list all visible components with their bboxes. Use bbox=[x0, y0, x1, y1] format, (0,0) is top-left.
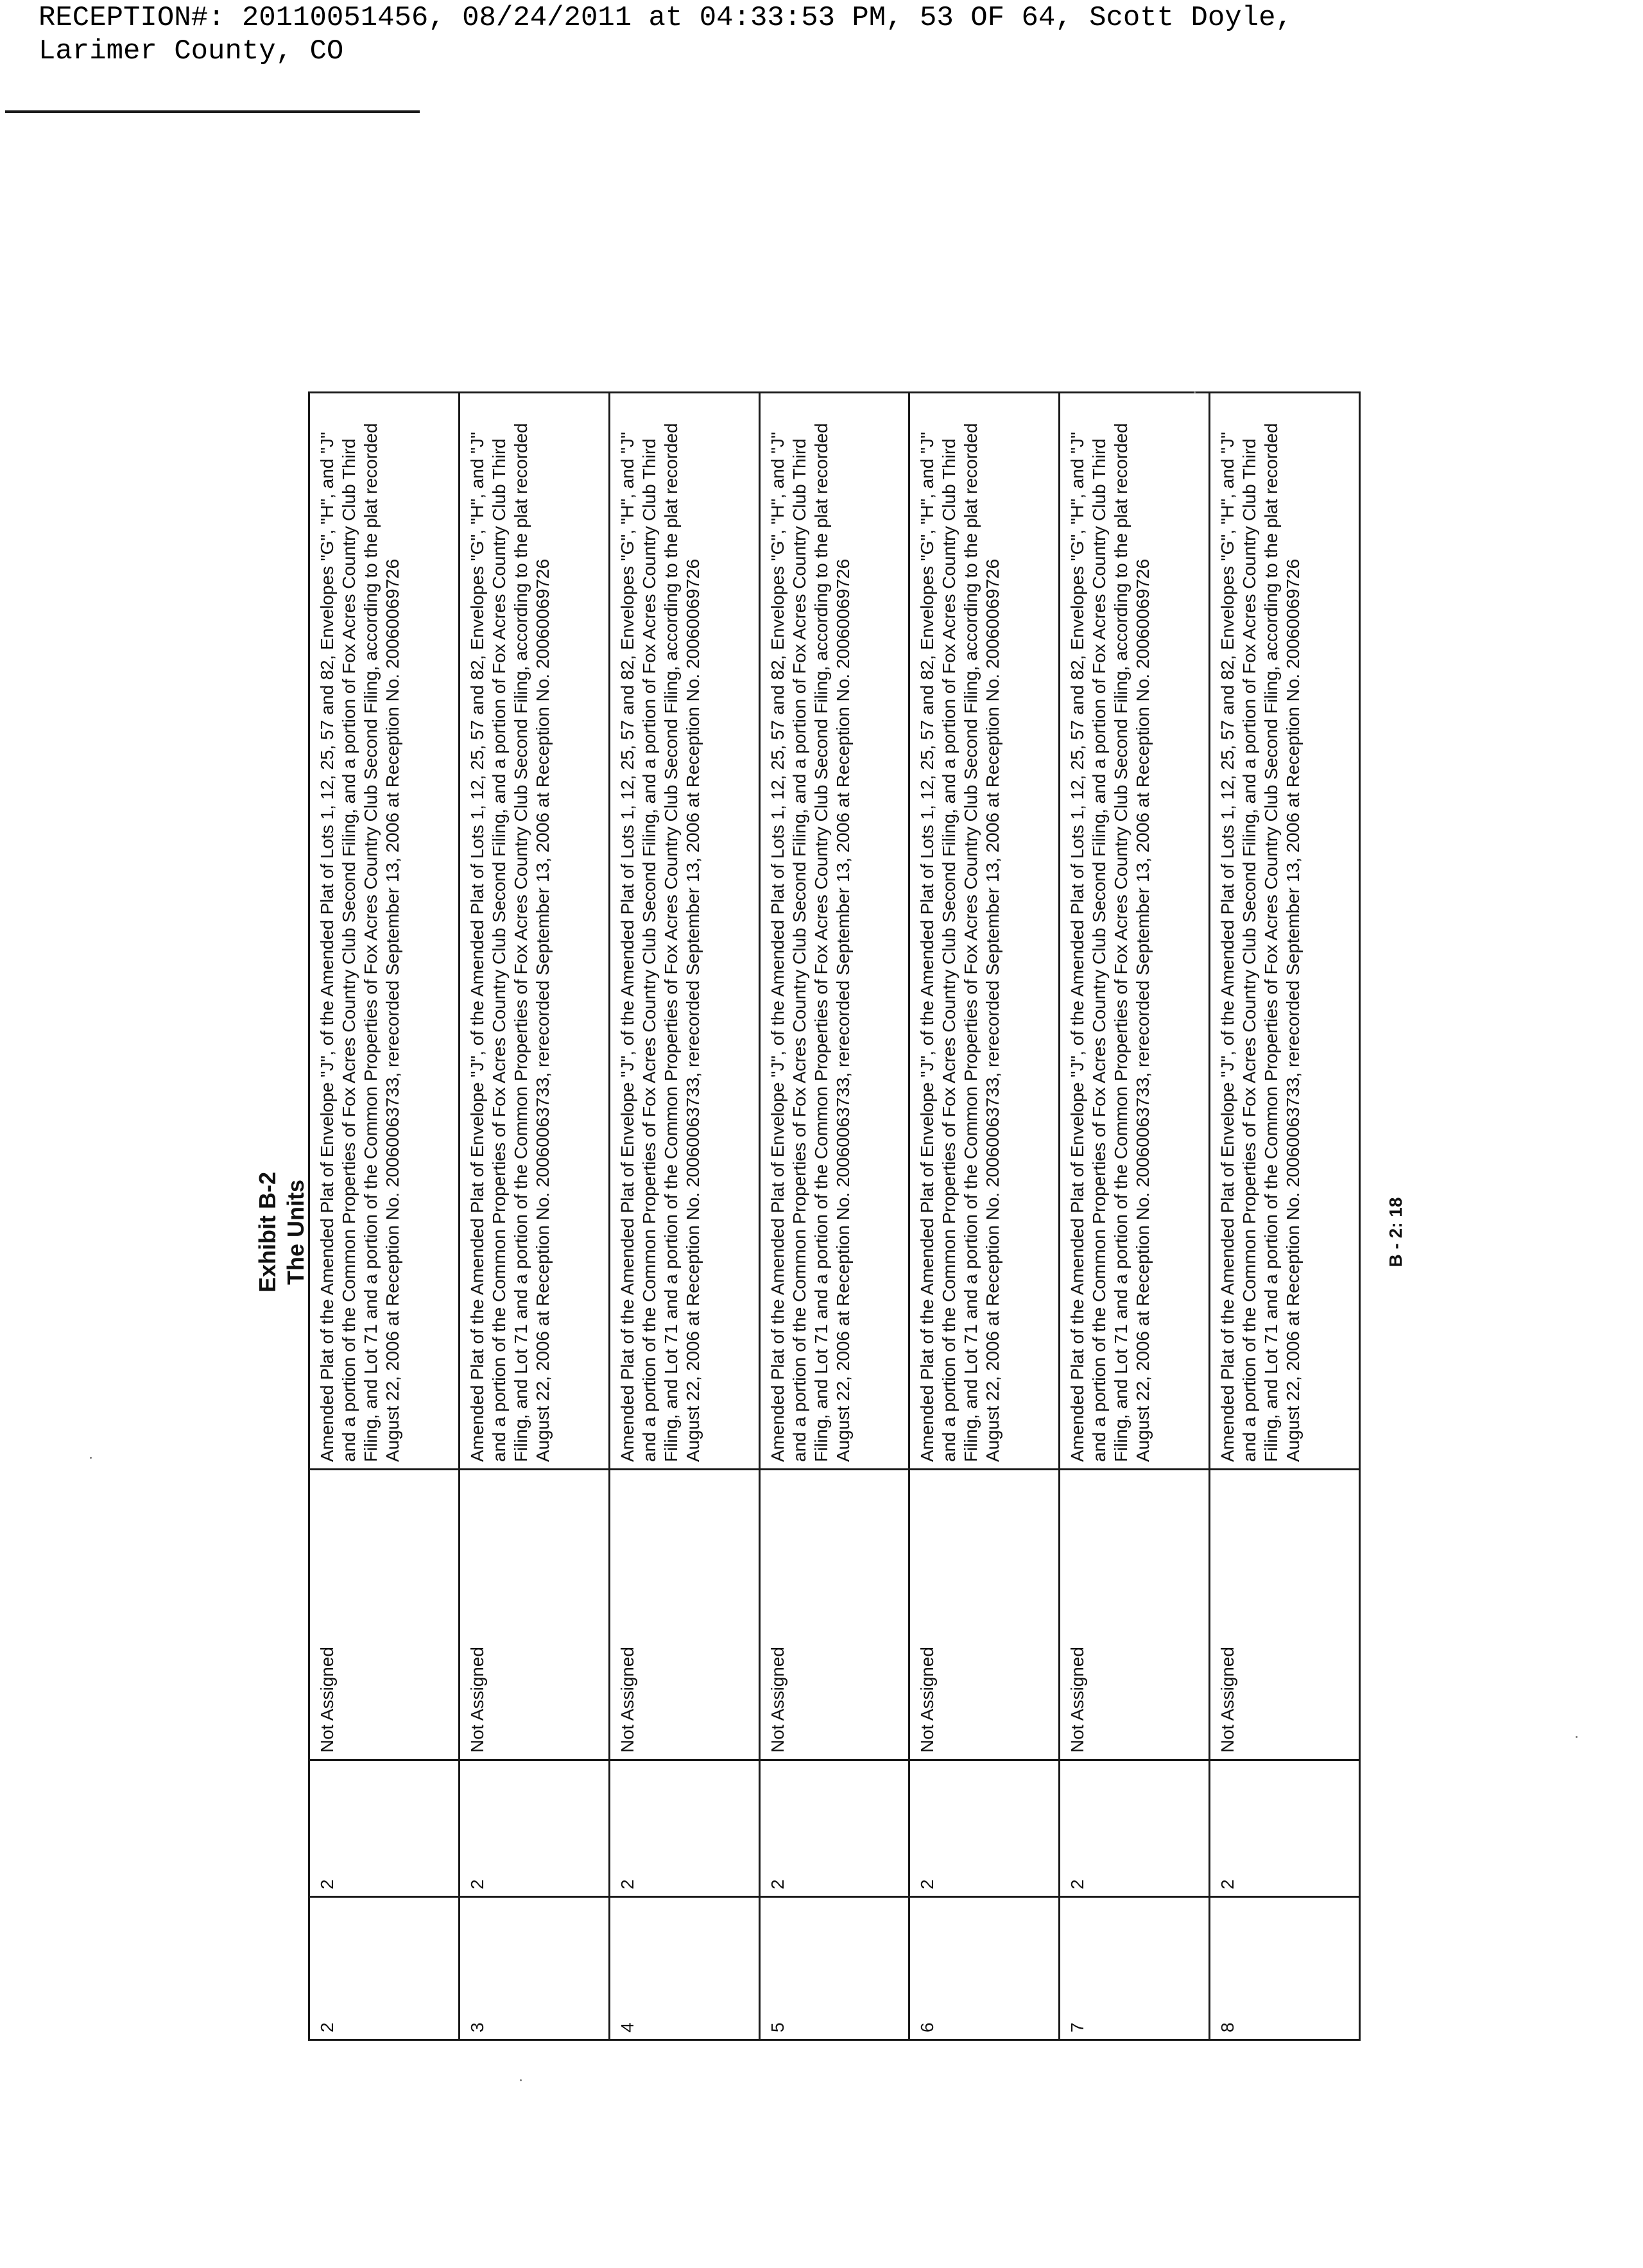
legal-description-cell: Amended Plat of the Amended Plat of Envelope "J", of the Amended Plat of Lots 1, 12, 25, 57 and 82, Envelopes "G", "H", and "J" and a portion of the Common Properties of Fox Acres Country Club Second Filing, and a portion of Fox Acres Country Club Third Filing, and Lot 71 and a portion of the Common Properties of Fox Acres Country Club Second Filing, according to the plat recorded August 22, 2006 at Reception No. 20060063733, rerecorded September 13, 2006 at Reception No. 20060069726 bbox=[909, 393, 1060, 1470]
exhibit-subtitle: The Units bbox=[282, 1180, 309, 1285]
exhibit-page bbox=[237, 398, 1406, 2066]
reception-header-line-1: RECEPTION#: 20110051456, 08/24/2011 at 04:33:53 PM, 53 OF 64, Scott Doyle, bbox=[39, 2, 1293, 34]
page-number: B - 2: 18 bbox=[1386, 1197, 1406, 1267]
scan-speck bbox=[90, 1457, 92, 1459]
units-table-body bbox=[309, 393, 1360, 2040]
table-row bbox=[609, 393, 759, 2040]
header-divider bbox=[5, 110, 420, 113]
exhibit-title-block bbox=[254, 398, 310, 2066]
exhibit-title: Exhibit B-2 bbox=[254, 1172, 280, 1293]
table-row bbox=[909, 393, 1060, 2040]
address-cell: Not Assigned bbox=[609, 1470, 759, 1760]
address-cell: Not Assigned bbox=[1060, 1470, 1210, 1760]
unit-number-cell: 5 bbox=[759, 1897, 909, 2040]
building-number-cell: 2 bbox=[759, 1760, 909, 1897]
building-number-cell: 2 bbox=[909, 1760, 1060, 1897]
building-number-cell: 2 bbox=[309, 1760, 460, 1897]
building-number-cell: 2 bbox=[609, 1760, 759, 1897]
legal-description-cell: Amended Plat of the Amended Plat of Envelope "J", of the Amended Plat of Lots 1, 12, 25, 57 and 82, Envelopes "G", "H", and "J" and a portion of the Common Properties of Fox Acres Country Club Second Filing, and a portion of Fox Acres Country Club Third Filing, and Lot 71 and a portion of the Common Properties of Fox Acres Country Club Second Filing, according to the plat recorded August 22, 2006 at Reception No. 20060063733, rerecorded September 13, 2006 at Reception No. 20060069726 bbox=[759, 393, 909, 1470]
legal-description-cell: Amended Plat of the Amended Plat of Envelope "J", of the Amended Plat of Lots 1, 12, 25, 57 and 82, Envelopes "G", "H", and "J" and a portion of the Common Properties of Fox Acres Country Club Second Filing, and a portion of Fox Acres Country Club Third Filing, and Lot 71 and a portion of the Common Properties of Fox Acres Country Club Second Filing, according to the plat recorded August 22, 2006 at Reception No. 20060063733, rerecorded September 13, 2006 at Reception No. 20060069726 bbox=[1210, 393, 1360, 1470]
table-row bbox=[309, 393, 460, 2040]
building-number-cell: 2 bbox=[1210, 1760, 1360, 1897]
address-cell: Not Assigned bbox=[759, 1470, 909, 1760]
table-row bbox=[459, 393, 609, 2040]
unit-number-cell: 2 bbox=[309, 1897, 460, 2040]
legal-description-cell: Amended Plat of the Amended Plat of Envelope "J", of the Amended Plat of Lots 1, 12, 25, 57 and 82, Envelopes "G", "H", and "J" and a portion of the Common Properties of Fox Acres Country Club Second Filing, and a portion of Fox Acres Country Club Third Filing, and Lot 71 and a portion of the Common Properties of Fox Acres Country Club Second Filing, according to the plat recorded August 22, 2006 at Reception No. 20060063733, rerecorded September 13, 2006 at Reception No. 20060069726 bbox=[309, 393, 460, 1470]
scan-speck bbox=[1576, 1736, 1578, 1738]
unit-number-cell: 3 bbox=[459, 1897, 609, 2040]
building-number-cell: 2 bbox=[459, 1760, 609, 1897]
reception-header bbox=[39, 1, 1604, 68]
unit-number-cell: 4 bbox=[609, 1897, 759, 2040]
table-row bbox=[1060, 393, 1210, 2040]
scan-speck bbox=[1194, 391, 1196, 393]
table-row bbox=[759, 393, 909, 2040]
address-cell: Not Assigned bbox=[309, 1470, 460, 1760]
legal-description-cell: Amended Plat of the Amended Plat of Envelope "J", of the Amended Plat of Lots 1, 12, 25, 57 and 82, Envelopes "G", "H", and "J" and a portion of the Common Properties of Fox Acres Country Club Second Filing, and a portion of Fox Acres Country Club Third Filing, and Lot 71 and a portion of the Common Properties of Fox Acres Country Club Second Filing, according to the plat recorded August 22, 2006 at Reception No. 20060063733, rerecorded September 13, 2006 at Reception No. 20060069726 bbox=[609, 393, 759, 1470]
legal-description-cell: Amended Plat of the Amended Plat of Envelope "J", of the Amended Plat of Lots 1, 12, 25, 57 and 82, Envelopes "G", "H", and "J" and a portion of the Common Properties of Fox Acres Country Club Second Filing, and a portion of Fox Acres Country Club Third Filing, and Lot 71 and a portion of the Common Properties of Fox Acres Country Club Second Filing, according to the plat recorded August 22, 2006 at Reception No. 20060063733, rerecorded September 13, 2006 at Reception No. 20060069726 bbox=[1060, 393, 1210, 1470]
unit-number-cell: 8 bbox=[1210, 1897, 1360, 2040]
building-number-cell: 2 bbox=[1060, 1760, 1210, 1897]
reception-header-line-2: Larimer County, CO bbox=[39, 35, 344, 67]
unit-number-cell: 7 bbox=[1060, 1897, 1210, 2040]
legal-description-cell: Amended Plat of the Amended Plat of Envelope "J", of the Amended Plat of Lots 1, 12, 25, 57 and 82, Envelopes "G", "H", and "J" and a portion of the Common Properties of Fox Acres Country Club Second Filing, and a portion of Fox Acres Country Club Third Filing, and Lot 71 and a portion of the Common Properties of Fox Acres Country Club Second Filing, according to the plat recorded August 22, 2006 at Reception No. 20060063733, rerecorded September 13, 2006 at Reception No. 20060069726 bbox=[459, 393, 609, 1470]
address-cell: Not Assigned bbox=[459, 1470, 609, 1760]
scan-speck bbox=[520, 2079, 522, 2081]
unit-number-cell: 6 bbox=[909, 1897, 1060, 2040]
table-row bbox=[1210, 393, 1360, 2040]
address-cell: Not Assigned bbox=[909, 1470, 1060, 1760]
address-cell: Not Assigned bbox=[1210, 1470, 1360, 1760]
units-table bbox=[308, 391, 1361, 2041]
